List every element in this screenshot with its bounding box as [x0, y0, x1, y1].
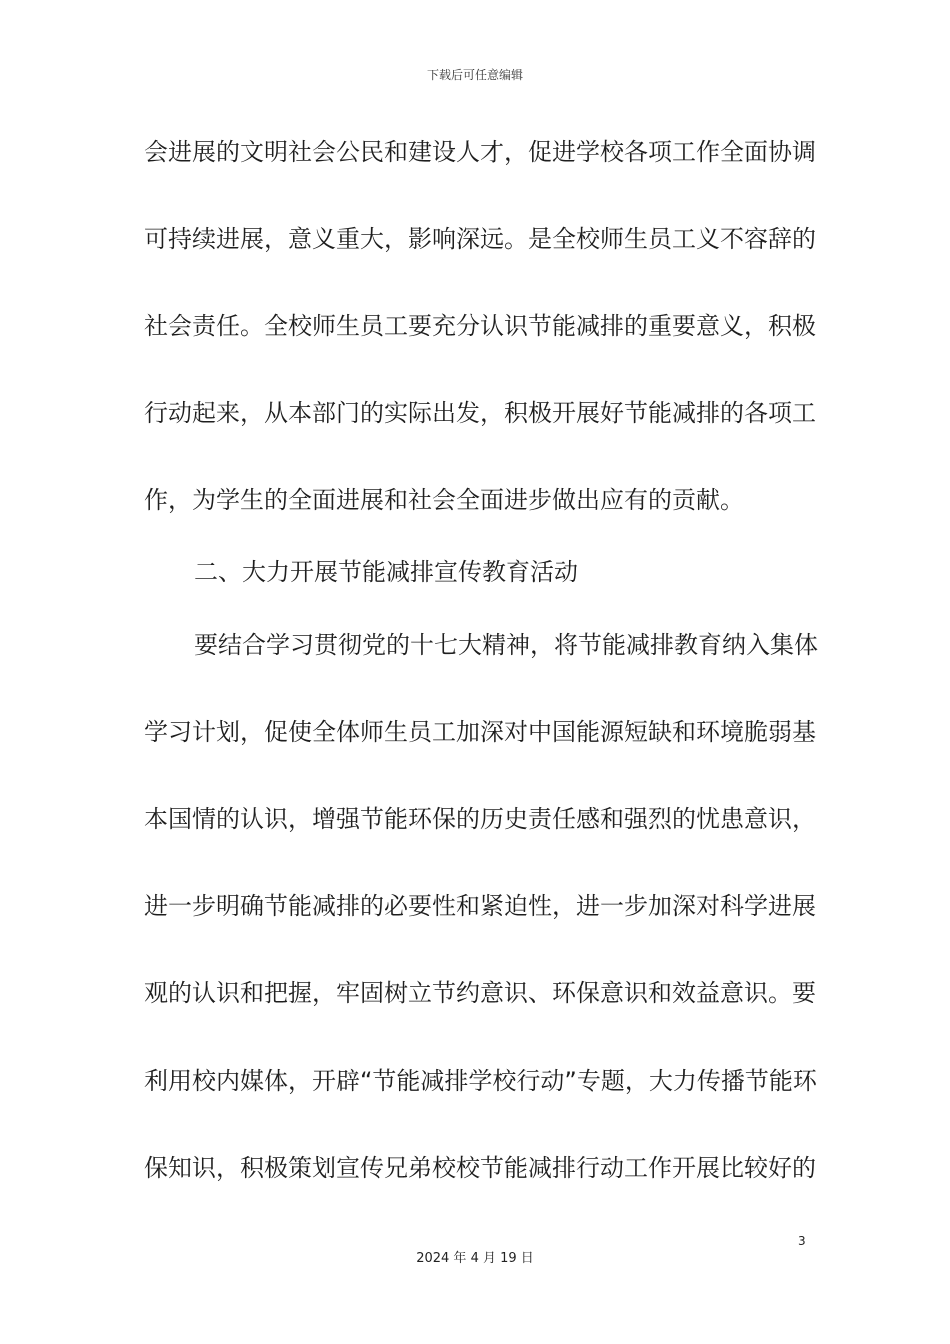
body-line: 行动起来，从本部门的实际出发，积极开展好节能减排的各项工: [144, 399, 816, 427]
body-line: 学习计划，促使全体师生员工加深对中国能源短缺和环境脆弱基: [144, 718, 816, 746]
footer-date: 2024 年 4 月 19 日: [416, 1251, 534, 1266]
paragraph-first-line: 要结合学习贯彻党的十七大精神，将节能减排教育纳入集体: [194, 631, 818, 659]
body-line: 利用校内媒体，开辟“节能减排学校行动”专题，大力传播节能环: [144, 1067, 817, 1095]
body-line: 保知识，积极策划宣传兄弟校校节能减排行动工作开展比较好的: [144, 1154, 816, 1182]
section-heading: 二、大力开展节能减排宣传教育活动: [194, 558, 578, 586]
page-header: 下载后可任意编辑: [426, 68, 523, 82]
body-line: 本国情的认识，增强节能环保的历史责任感和强烈的忧患意识，: [144, 805, 816, 833]
body-line: 社会责任。全校师生员工要充分认识节能减排的重要意义，积极: [144, 312, 816, 340]
body-line: 会进展的文明社会公民和建设人才，促进学校各项工作全面协调: [144, 138, 816, 166]
body-line: 可持续进展，意义重大，影响深远。是全校师生员工义不容辞的: [144, 225, 816, 253]
page-number: 3: [798, 1234, 806, 1248]
body-line: 观的认识和把握，牢固树立节约意识、环保意识和效益意识。要: [144, 979, 816, 1007]
body-line: 进一步明确节能减排的必要性和紧迫性，进一步加深对科学进展: [144, 892, 816, 920]
body-line: 作，为学生的全面进展和社会全面进步做出应有的贡献。: [144, 486, 744, 514]
